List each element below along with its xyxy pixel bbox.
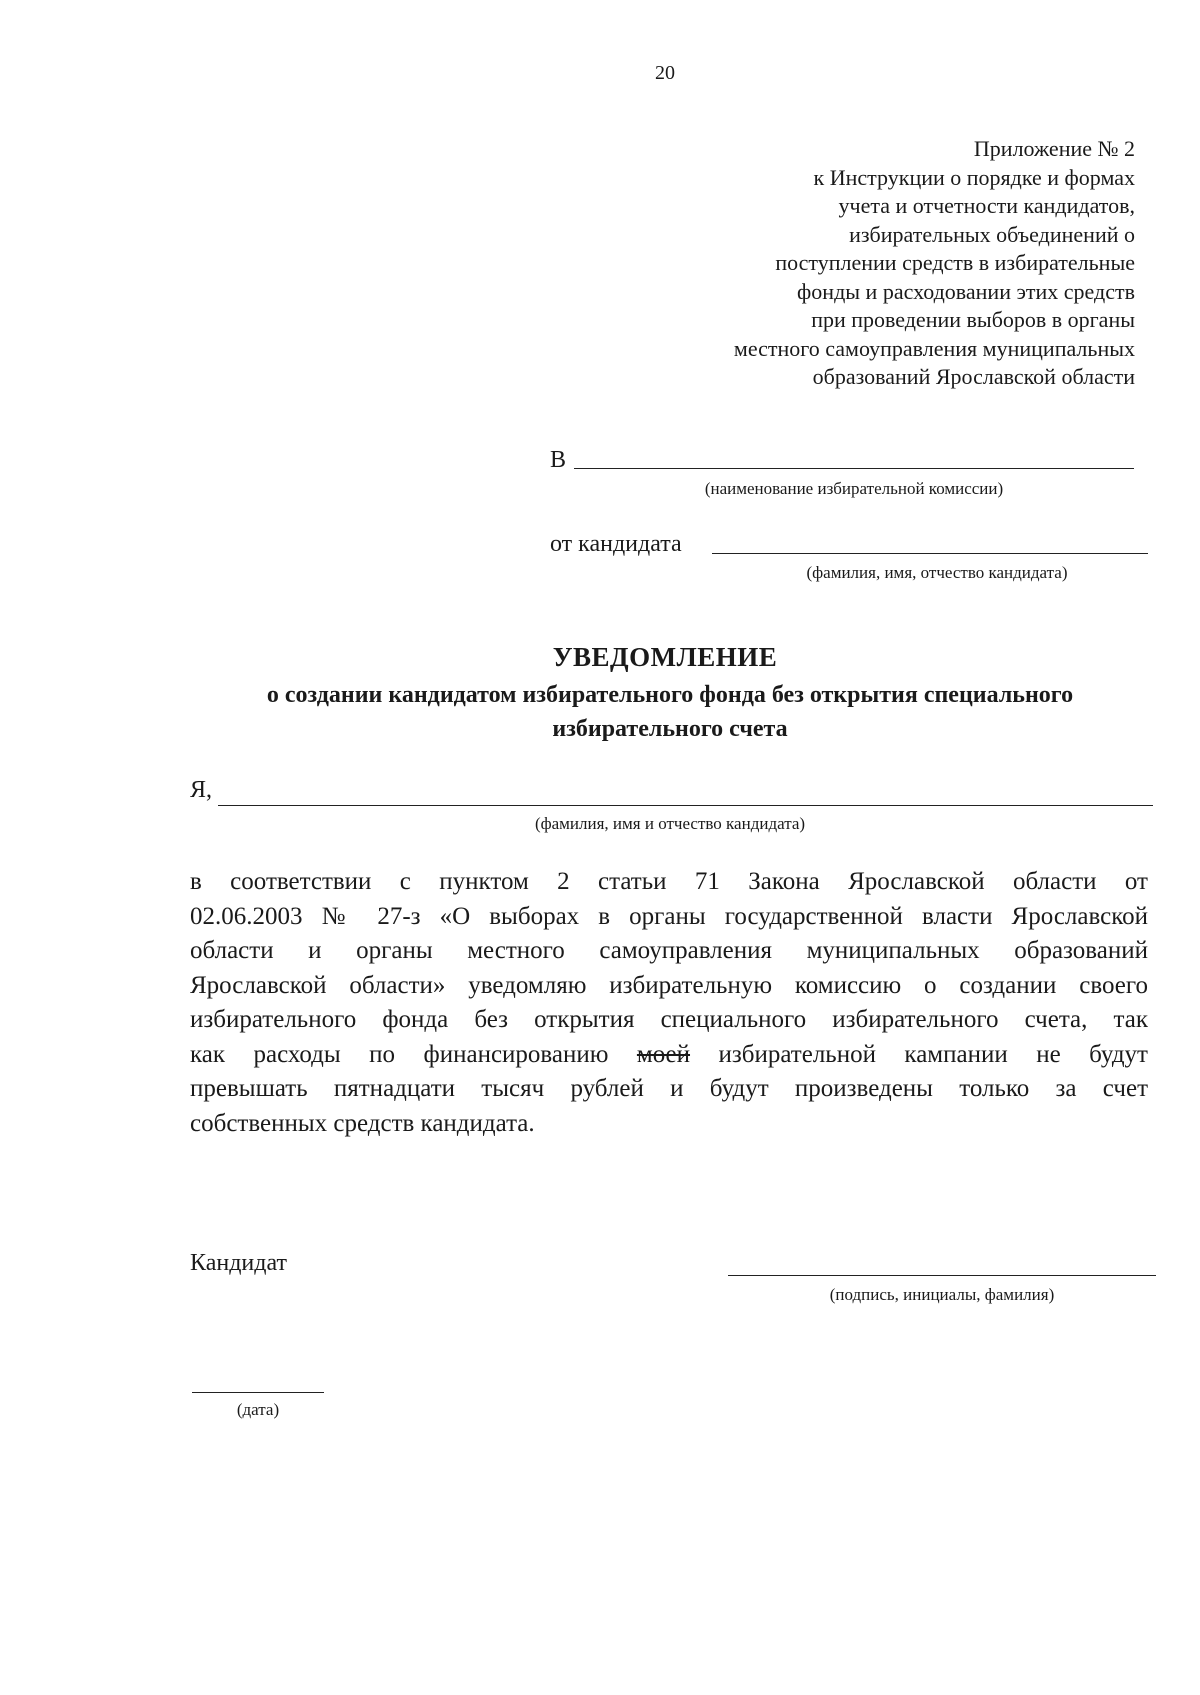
declarant-prefix: Я, xyxy=(190,777,213,803)
appendix-line: поступлении средств в избирательные xyxy=(775,250,1135,275)
signature-label: Кандидат xyxy=(190,1250,287,1276)
body-line: области и органы местного самоуправления муниципальных образований xyxy=(190,937,1148,964)
body-line xyxy=(190,1038,1148,1073)
body-line: 02.06.2003 № 27-з «О выборах в органы государственной власти Ярославской xyxy=(190,902,1148,930)
subtitle-line: о создании кандидатом избирательного фонда без открытия специального xyxy=(266,682,1074,708)
declarant-name-field[interactable] xyxy=(218,805,1153,806)
body-line: превышать пятнадцати тысяч рублей и будут произведены только за счет xyxy=(190,1075,1148,1102)
appendix-header xyxy=(575,135,1135,392)
sender-caption: (фамилия, имя, отчество кандидата) xyxy=(806,563,1068,582)
appendix-line: фонды и расходовании этих средств xyxy=(797,278,1135,304)
document-title: УВЕДОМЛЕНИЕ xyxy=(552,642,778,672)
appendix-line: местного самоуправления муниципальных xyxy=(733,335,1135,361)
sender-prefix: от кандидата xyxy=(550,531,682,557)
body-line: собственных средств кандидата. xyxy=(190,1109,535,1137)
body-line: в соответствии с пунктом 2 статьи 71 Закона Ярославской области от xyxy=(190,868,1148,895)
recipient-field[interactable] xyxy=(574,468,1134,469)
appendix-line: учета и отчетности кандидатов, xyxy=(838,193,1135,218)
date-caption: (дата) xyxy=(236,1400,280,1419)
body-line: избирательного фонда без открытия специального избирательного счета, так xyxy=(190,1006,1148,1033)
appendix-line: при проведении выборов в органы xyxy=(811,307,1135,332)
recipient-prefix: В xyxy=(550,447,567,473)
page-number: 20 xyxy=(655,62,675,84)
body-text-segment: как расходы по финансированию xyxy=(190,1040,637,1068)
body-paragraph xyxy=(190,865,1148,1141)
signature-field[interactable] xyxy=(728,1275,1156,1276)
candidate-name-field[interactable] xyxy=(712,553,1148,554)
appendix-line: к Инструкции о порядке и формах xyxy=(813,164,1135,190)
body-line: Ярославской области» уведомляю избирательную комиссию о создании своего xyxy=(190,971,1148,999)
recipient-caption: (наименование избирательной комиссии) xyxy=(704,479,1004,498)
appendix-line: образований Ярославской области xyxy=(812,364,1135,389)
appendix-line: избирательных объединений о xyxy=(849,221,1135,247)
appendix-line: Приложение № 2 xyxy=(973,136,1135,161)
subtitle-line: избирательного счета xyxy=(552,716,788,742)
body-text-segment: избирательной кампании не будут xyxy=(690,1040,1148,1068)
date-field[interactable] xyxy=(192,1392,324,1393)
signature-caption: (подпись, инициалы, фамилия) xyxy=(829,1285,1055,1304)
declarant-caption: (фамилия, имя и отчество кандидата) xyxy=(534,814,806,833)
document-subtitle xyxy=(190,678,1150,746)
struck-word: моей xyxy=(636,1040,691,1068)
